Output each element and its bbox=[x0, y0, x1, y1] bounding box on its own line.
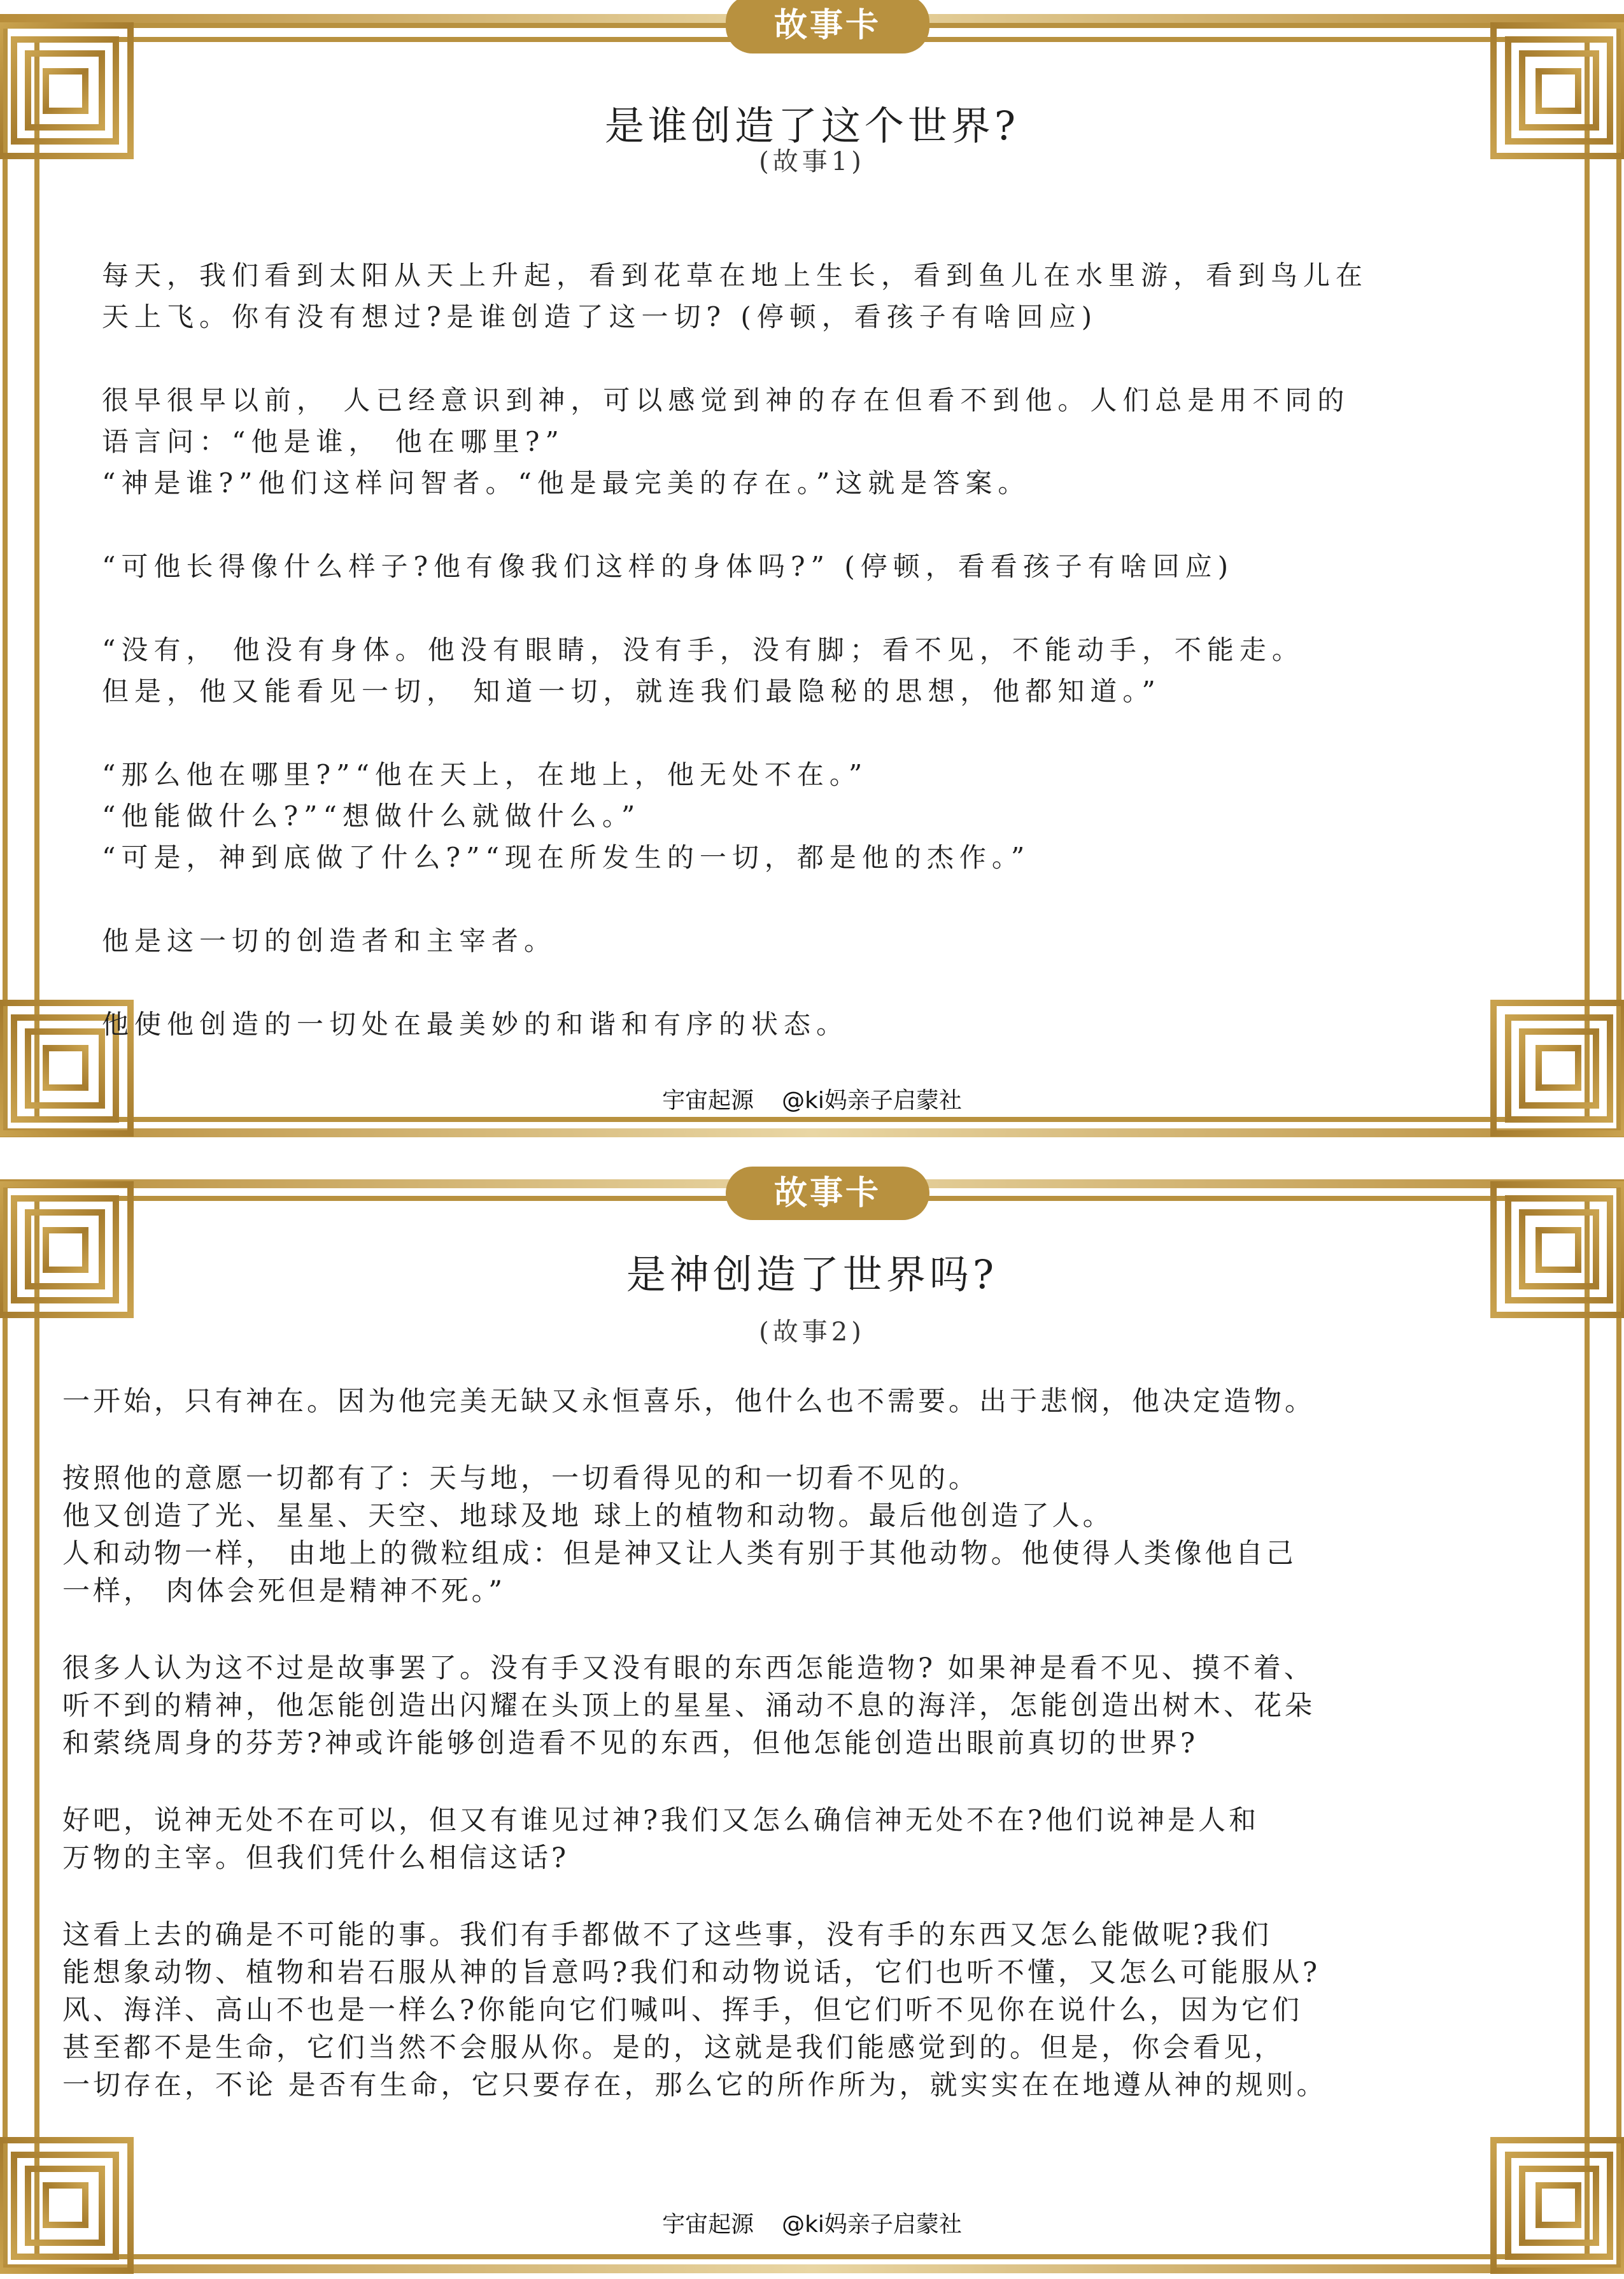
card-footer bbox=[0, 2206, 1624, 2239]
story-subtitle: (故事1) bbox=[759, 147, 865, 176]
story-body bbox=[102, 255, 1522, 1087]
story-title: 是谁创造了这个世界? bbox=[604, 103, 1020, 149]
paragraph bbox=[102, 920, 1522, 962]
text-line: “神是谁?”他们这样问智者。“他是最完美的存在。”这就是答案。 bbox=[102, 467, 1031, 499]
paragraph bbox=[62, 1650, 1565, 1763]
paragraph bbox=[102, 1004, 1522, 1045]
text-line: 很早很早以前， 人已经意识到神，可以感觉到神的存在但看不到他。人们总是用不同的 bbox=[102, 385, 1350, 416]
footer-account: @ki妈亲子启蒙社 bbox=[782, 2212, 962, 2238]
paragraph bbox=[102, 255, 1522, 337]
text-line: 他又创造了光、星星、天空、地球及地 球上的植物和动物。最后他创造了人。 bbox=[62, 1500, 1113, 1532]
text-line: 他是这一切的创造者和主宰者。 bbox=[102, 925, 557, 956]
story-body bbox=[62, 1383, 1565, 2144]
card-footer bbox=[0, 1083, 1624, 1115]
text-line: “没有， 他没有身体。他没有眼睛，没有手，没有脚；看不见，不能动手，不能走。 bbox=[102, 634, 1304, 665]
footer-account: @ki妈亲子启蒙社 bbox=[782, 1088, 962, 1114]
paragraph bbox=[102, 629, 1522, 712]
story-card-2 bbox=[0, 1140, 1624, 2279]
paragraph bbox=[62, 1802, 1565, 1877]
text-line: 听不到的精神，他怎能创造出闪耀在头顶上的星星、涌动不息的海洋，怎能创造出树木、花朵 bbox=[62, 1690, 1315, 1722]
text-line: 能想象动物、植物和岩石服从神的旨意吗?我们和动物说话，它们也听不懂，又怎么可能服从? bbox=[62, 1957, 1321, 1989]
text-line: 一样， 肉体会死但是精神不死。” bbox=[62, 1575, 506, 1607]
text-line: 按照他的意愿一切都有了：天与地，一切看得见的和一切看不见的。 bbox=[62, 1463, 979, 1494]
text-line: 风、海洋、高山不也是一样么?你能向它们喊叫、挥手，但它们听不见你在说什么，因为它们 bbox=[62, 1994, 1303, 2026]
text-line: 天上飞。你有没有想过?是谁创造了这一切? (停顿，看孩子有啥回应) bbox=[102, 301, 1098, 332]
text-line: “他能做什么?”“想做什么就做什么。” bbox=[102, 800, 641, 832]
story-card-1 bbox=[0, 0, 1624, 1139]
text-line: 语言问：“他是谁， 他在哪里?” bbox=[102, 426, 565, 457]
text-line: 好吧，说神无处不在可以，但又有谁见过神?我们又怎么确信神无处不在?他们说神是人和 bbox=[62, 1805, 1260, 1836]
text-line: 他使他创造的一切处在最美妙的和谐和有序的状态。 bbox=[102, 1009, 849, 1040]
story-title: 是神创造了世界吗? bbox=[626, 1251, 998, 1298]
story-card-badge: 故事卡 bbox=[726, 1167, 929, 1220]
text-line: 一开始，只有神在。因为他完美无缺又永恒喜乐，他什么也不需要。出于悲悯，他决定造物。 bbox=[62, 1386, 1315, 1417]
text-line: 万物的主宰。但我们凭什么相信这话? bbox=[62, 1842, 570, 1874]
text-line: “那么他在哪里?”“他在天上，在地上，他无处不在。” bbox=[102, 759, 868, 790]
text-line: 一切存在，不论 是否有生命，它只要存在，那么它的所作所为，就实实在在地遵从神的规则。 bbox=[62, 2070, 1327, 2101]
text-line: 甚至都不是生命，它们当然不会服从你。是的，这就是我们能感觉到的。但是，你会看见， bbox=[62, 2032, 1285, 2064]
story-card-badge: 故事卡 bbox=[726, 0, 929, 53]
text-line: “可他长得像什么样子?他有像我们这样的身体吗?” (停顿，看看孩子有啥回应) bbox=[102, 551, 1234, 582]
text-line: 和萦绕周身的芬芳?神或许能够创造看不见的东西，但他怎能创造出眼前真切的世界? bbox=[62, 1728, 1199, 1759]
text-line: 每天，我们看到太阳从天上升起，看到花草在地上生长，看到鱼儿在水里游，看到鸟儿在 bbox=[102, 260, 1369, 291]
text-line: 人和动物一样， 由地上的微粒组成：但是神又让人类有别于其他动物。他使得人类像他自己 bbox=[62, 1538, 1297, 1570]
paragraph bbox=[102, 754, 1522, 878]
paragraph bbox=[62, 1917, 1565, 2105]
story-subtitle: (故事2) bbox=[759, 1317, 865, 1347]
footer-topic: 宇宙起源 bbox=[662, 1088, 754, 1114]
paragraph bbox=[62, 1460, 1565, 1610]
paragraph bbox=[62, 1383, 1565, 1421]
paragraph bbox=[102, 546, 1522, 587]
text-line: 这看上去的确是不可能的事。我们有手都做不了这些事，没有手的东西又怎么能做呢?我们 bbox=[62, 1919, 1273, 1951]
footer-topic: 宇宙起源 bbox=[662, 2212, 754, 2238]
text-line: 很多人认为这不过是故事罢了。没有手又没有眼的东西怎能造物? 如果神是看不见、摸不着、 bbox=[62, 1652, 1315, 1684]
text-line: “可是，神到底做了什么?”“现在所发生的一切，都是他的杰作。” bbox=[102, 842, 1031, 873]
paragraph bbox=[102, 380, 1522, 504]
text-line: 但是，他又能看见一切， 知道一切，就连我们最隐秘的思想，他都知道。” bbox=[102, 676, 1161, 707]
